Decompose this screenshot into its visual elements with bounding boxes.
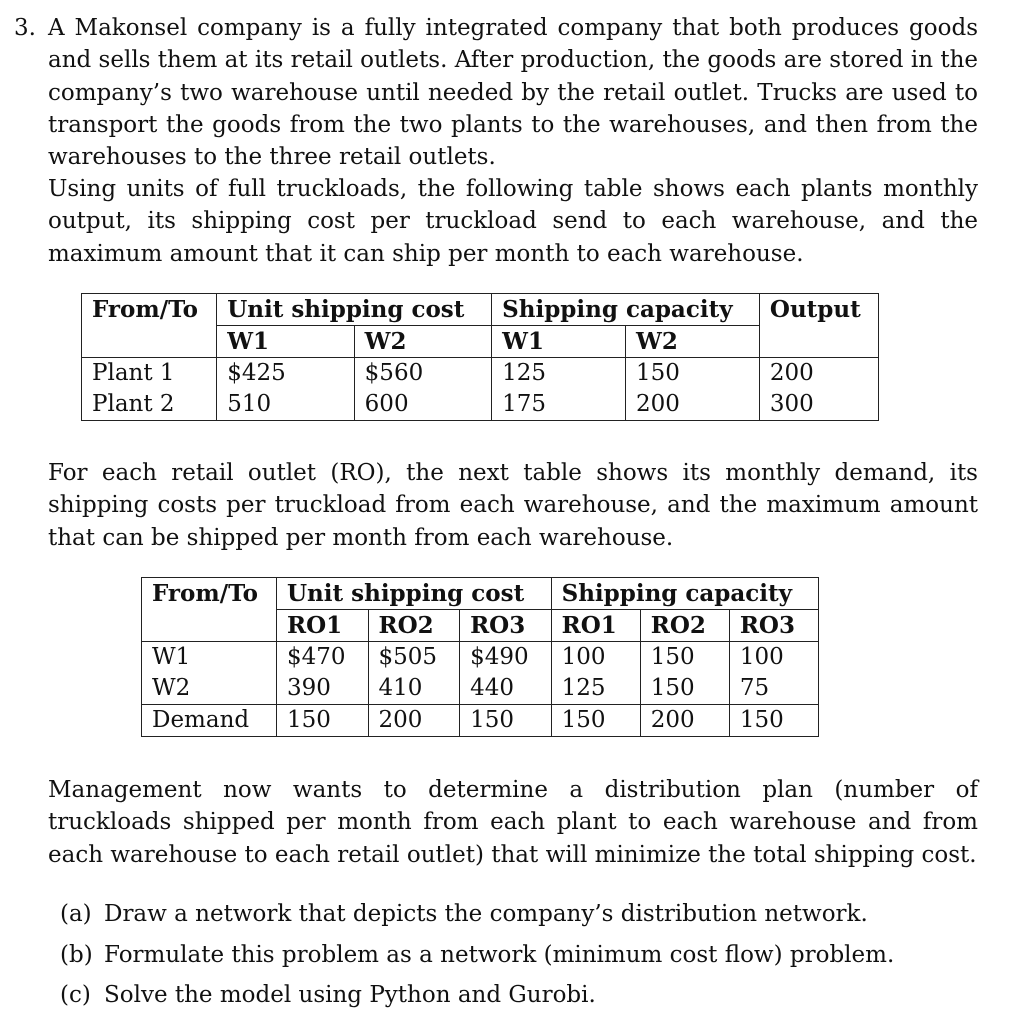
- t1-row-name: Plant 1: [82, 358, 217, 390]
- t2-sub-ro1-cap: RO1: [551, 610, 640, 642]
- table-row: W2 390 410 440 125 150 75: [142, 673, 819, 705]
- table2-intro: For each retail outlet (RO), the next table shows its monthly demand, its shipping costs per truckload from each warehouse, and the maximum amount that can be shipped per month from each warehouse.: [48, 460, 978, 551]
- t1-header-from: From/To: [82, 294, 217, 326]
- t2-row-name: W1: [142, 642, 277, 674]
- t1-header-output: Output: [759, 294, 878, 326]
- table-row: Plant 1 $425 $560 125 150 200: [82, 358, 879, 390]
- t1-sub-w1-cap: W1: [492, 326, 626, 358]
- t1-sub-w1: W1: [217, 326, 354, 358]
- t2-sub-ro3-cap: RO3: [729, 610, 818, 642]
- part-text: Formulate this problem as a network (minimum cost flow) problem.: [104, 941, 895, 968]
- part-text: Solve the model using Python and Gurobi.: [104, 982, 596, 1008]
- list-item: [60, 979, 894, 1020]
- t1-sub-w2: W2: [354, 326, 491, 358]
- t2-header-capacity: Shipping capacity: [551, 578, 818, 610]
- t2-row-name: W2: [142, 673, 277, 705]
- t1-row-name: Plant 2: [82, 389, 217, 421]
- parts-list: [60, 898, 894, 1020]
- t1-sub-w2-cap: W2: [626, 326, 760, 358]
- t2-header-cost: Unit shipping cost: [277, 578, 552, 610]
- part-label: (b): [60, 941, 93, 968]
- table-row: Demand 150 200 150 150 200 150: [142, 705, 819, 737]
- t2-sub-ro2-cap: RO2: [640, 610, 729, 642]
- list-item: [60, 898, 894, 939]
- warehouse-outlet-table: [141, 577, 819, 737]
- t2-sub-ro3: RO3: [460, 610, 552, 642]
- table1-intro: Using units of full truckloads, the following table shows each plants monthly output, its shipping cost per truckload send to each warehouse, and the maximum amount that it can ship per month to each warehouse.: [48, 176, 978, 267]
- list-item: [60, 939, 894, 980]
- management-paragraph: Management now wants to determine a distribution plan (number of truckloads shipped per month from each plant to each warehouse and from each warehouse to each retail outlet) that will minimize the total shipping cost.: [48, 777, 978, 868]
- intro-paragraph: A Makonsel company is a fully integrated company that both produces goods and sells them at its retail outlets. After production, the goods are stored in the company’s two warehouse until needed by the retail outlet. Trucks are used to transport the goods from the two plants to the warehouses, and then from the warehouses to the three retail outlets.: [48, 15, 978, 171]
- t2-header-from: From/To: [142, 578, 277, 610]
- t1-header-capacity: Shipping capacity: [492, 294, 760, 326]
- t2-sub-ro2: RO2: [368, 610, 460, 642]
- t1-header-cost: Unit shipping cost: [217, 294, 492, 326]
- t2-sub-ro1: RO1: [277, 610, 369, 642]
- plant-warehouse-table: [81, 293, 879, 421]
- question-number: 3.: [14, 15, 36, 41]
- part-label: (c): [60, 982, 91, 1008]
- t2-row-name: Demand: [142, 705, 277, 737]
- table-row: W1 $470 $505 $490 100 150 100: [142, 642, 819, 674]
- table-row: Plant 2 510 600 175 200 300: [82, 389, 879, 421]
- part-text: Draw a network that depicts the company’s distribution network.: [104, 901, 868, 927]
- part-label: (a): [60, 901, 92, 927]
